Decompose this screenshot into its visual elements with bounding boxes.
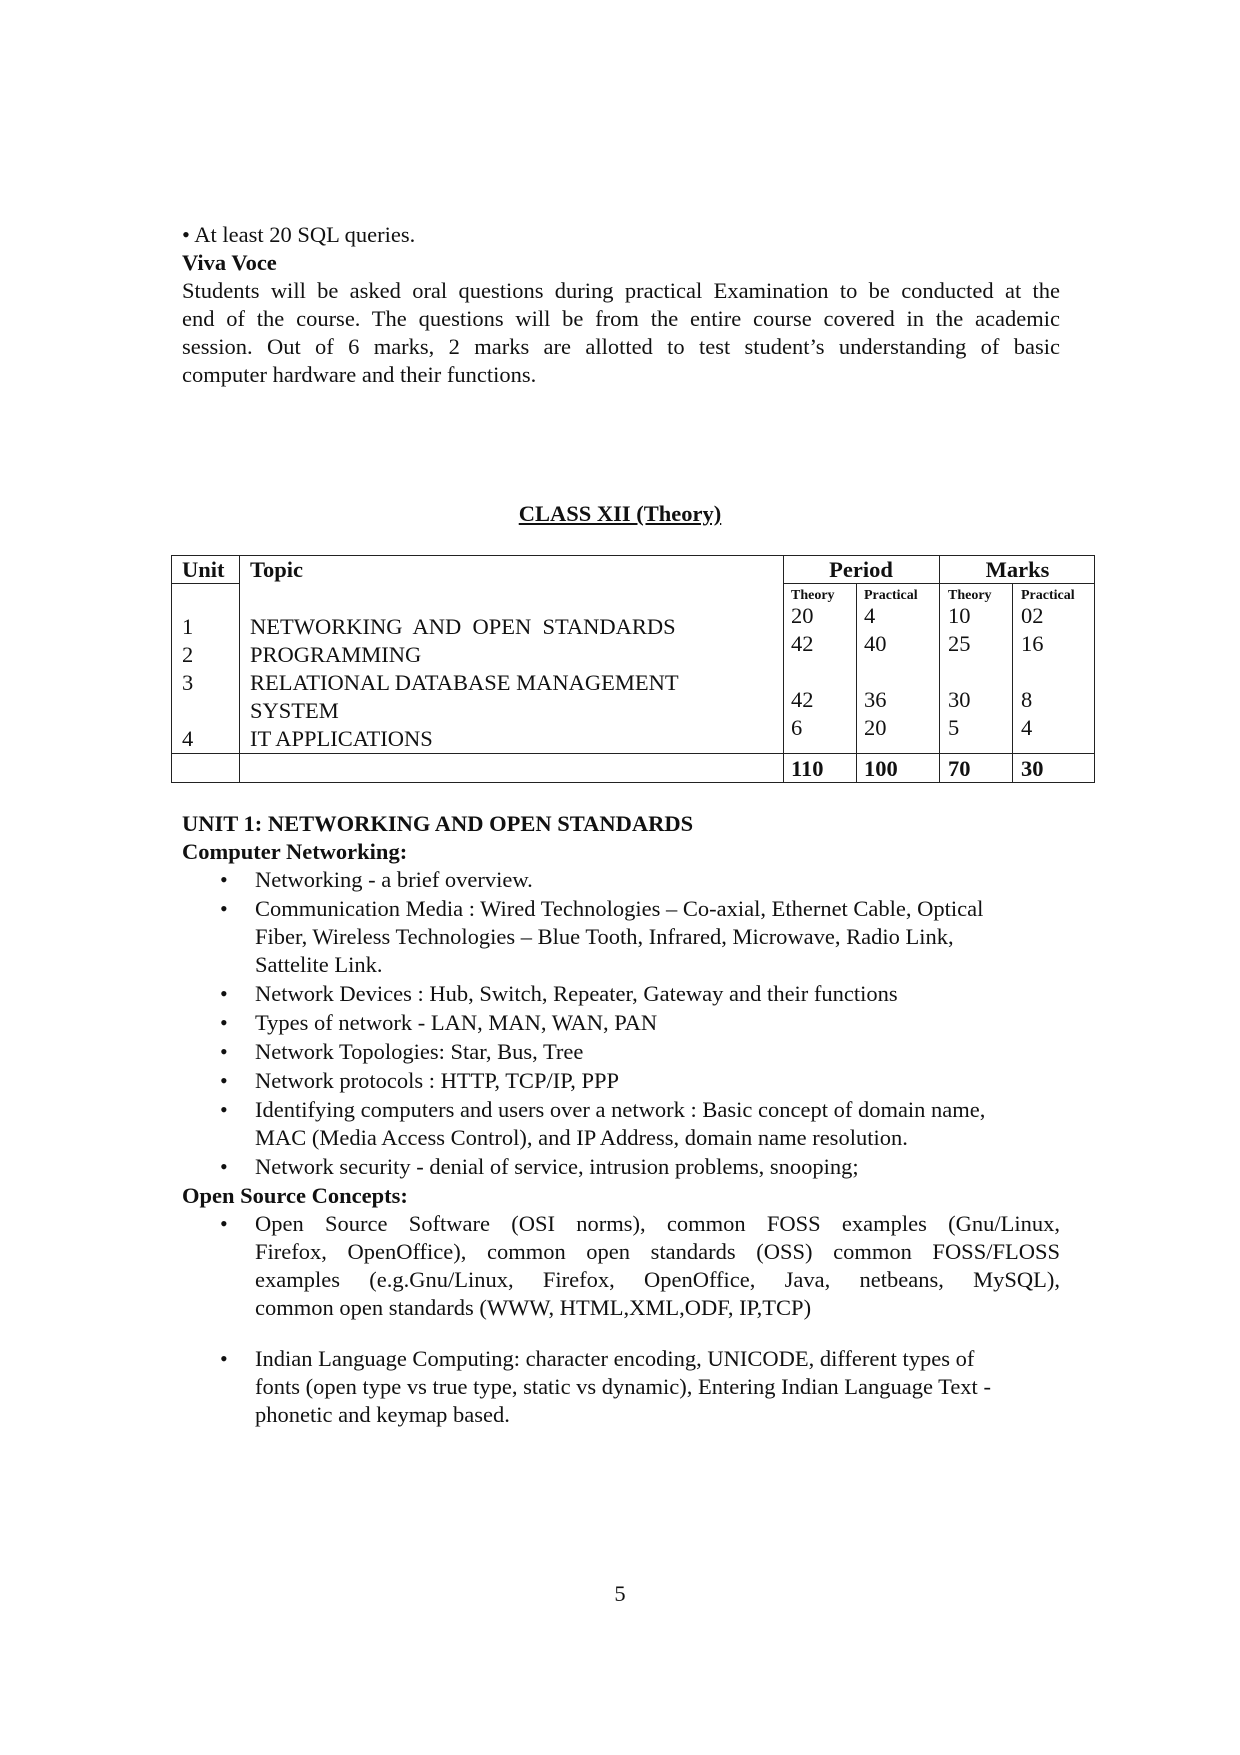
row-2-period-theory: 42	[791, 631, 814, 656]
networking-item	[182, 895, 1060, 979]
row-1-topic: NETWORKING AND OPEN STANDARDS	[250, 614, 676, 639]
subheader-period-practical: Practical	[864, 588, 918, 603]
open-source-item-line: phonetic and keymap based.	[255, 1402, 510, 1427]
open-source-item	[182, 1345, 1060, 1429]
row-4-topic: IT APPLICATIONS	[250, 726, 433, 751]
subheader-marks-theory: Theory	[948, 588, 992, 603]
networking-item	[182, 980, 1060, 1008]
row-2-marks-theory: 25	[948, 631, 971, 656]
row-2-unit: 2	[182, 642, 194, 667]
networking-item-line: Network Devices : Hub, Switch, Repeater, Gateway and their functions	[255, 981, 898, 1006]
row-3-marks-theory: 30	[948, 687, 971, 712]
header-topic: Topic	[250, 557, 303, 582]
row-2-period-practical: 40	[864, 631, 887, 656]
syllabus-table	[171, 555, 1095, 783]
bullet-icon: •	[220, 1154, 228, 1179]
row-1-period-practical: 4	[864, 603, 876, 628]
table-divider	[939, 556, 940, 782]
row-3-period-theory: 42	[791, 687, 814, 712]
bullet-icon: •	[220, 1068, 228, 1093]
header-period: Period	[829, 557, 893, 582]
row-4-marks-theory: 5	[948, 715, 960, 740]
viva-voce-line-1: Students will be asked oral questions during practical Examination to be conducted at the	[182, 278, 1060, 303]
row-3-period-practical: 36	[864, 687, 887, 712]
row-4-unit: 4	[182, 726, 194, 751]
row-1-marks-theory: 10	[948, 603, 971, 628]
viva-voce-line-3: session. Out of 6 marks, 2 marks are allotted to test student’s understanding of basic	[182, 334, 1060, 359]
viva-voce-line-2: end of the course. The questions will be from the entire course covered in the academic	[182, 306, 1060, 331]
bullet-icon: •	[220, 1346, 228, 1371]
class-xii-title: CLASS XII (Theory)	[518, 501, 722, 526]
networking-item	[182, 1009, 1060, 1037]
open-source-item-line: examples (e.g.Gnu/Linux, Firefox, OpenOffice, Java, netbeans, MySQL),	[255, 1267, 1060, 1292]
bullet-icon: •	[220, 1097, 228, 1122]
networking-item-line: Networking - a brief overview.	[255, 867, 533, 892]
unit-1-heading: UNIT 1: NETWORKING AND OPEN STANDARDS	[182, 811, 694, 836]
open-source-item-line: Indian Language Computing: character encoding, UNICODE, different types of	[255, 1346, 975, 1371]
bullet-icon: •	[220, 1010, 228, 1035]
row-1-unit: 1	[182, 614, 194, 639]
networking-item-line: MAC (Media Access Control), and IP Address, domain name resolution.	[255, 1125, 908, 1150]
networking-item-line: Network protocols : HTTP, TCP/IP, PPP	[255, 1068, 620, 1093]
total-period-theory: 110	[791, 756, 824, 781]
open-source-item-line: fonts (open type vs true type, static vs dynamic), Entering Indian Language Text -	[255, 1374, 991, 1399]
networking-item	[182, 1067, 1060, 1095]
row-4-marks-practical: 4	[1021, 715, 1033, 740]
networking-item	[182, 1153, 1060, 1181]
row-4-period-theory: 6	[791, 715, 803, 740]
bullet-icon: •	[220, 1211, 228, 1236]
open-source-item-line: Firefox, OpenOffice), common open standards (OSS) common FOSS/FLOSS	[255, 1239, 1060, 1264]
row-1-period-theory: 20	[791, 603, 814, 628]
table-divider	[172, 753, 1094, 754]
networking-item-line: Network security - denial of service, intrusion problems, snooping;	[255, 1154, 859, 1179]
row-2-marks-practical: 16	[1021, 631, 1044, 656]
table-divider	[239, 556, 240, 782]
unit-1-section	[182, 810, 1060, 1430]
networking-item-line: Sattelite Link.	[255, 952, 383, 977]
open-source-list	[182, 1210, 1060, 1429]
networking-item	[182, 1038, 1060, 1066]
networking-item-line: Fiber, Wireless Technologies – Blue Tooth, Infrared, Microwave, Radio Link,	[255, 924, 954, 949]
row-3-unit: 3	[182, 670, 194, 695]
header-marks: Marks	[985, 557, 1050, 582]
viva-voce-heading: Viva Voce	[182, 250, 277, 275]
row-3-topic: RELATIONAL DATABASE MANAGEMENT	[250, 670, 679, 695]
networking-item	[182, 1096, 1060, 1152]
total-period-practical: 100	[864, 756, 898, 781]
computer-networking-heading: Computer Networking:	[182, 839, 408, 864]
bullet-icon: •	[220, 867, 228, 892]
networking-list	[182, 866, 1060, 1181]
subheader-marks-practical: Practical	[1021, 588, 1075, 603]
open-source-heading: Open Source Concepts:	[182, 1183, 408, 1208]
networking-item-line: Identifying computers and users over a network : Basic concept of domain name,	[255, 1097, 986, 1122]
table-divider	[783, 556, 784, 782]
viva-voce-line-4: computer hardware and their functions.	[182, 362, 537, 387]
row-4-period-practical: 20	[864, 715, 887, 740]
sql-queries-item: • At least 20 SQL queries.	[182, 222, 416, 247]
row-1-marks-practical: 02	[1021, 603, 1044, 628]
subheader-period-theory: Theory	[791, 588, 835, 603]
row-3-topic-cont: SYSTEM	[250, 698, 339, 723]
total-marks-practical: 30	[1021, 756, 1044, 781]
row-2-topic: PROGRAMMING	[250, 642, 422, 667]
networking-item	[182, 866, 1060, 894]
open-source-item-line: Open Source Software (OSI norms), common FOSS examples (Gnu/Linux,	[255, 1211, 1060, 1236]
open-source-item	[182, 1210, 1060, 1322]
open-source-item-line: common open standards (WWW, HTML,XML,ODF, IP,TCP)	[255, 1295, 812, 1320]
networking-item-line: Network Topologies: Star, Bus, Tree	[255, 1039, 584, 1064]
networking-item-line: Types of network - LAN, MAN, WAN, PAN	[255, 1010, 658, 1035]
bullet-icon: •	[220, 1039, 228, 1064]
networking-item-line: Communication Media : Wired Technologies – Co-axial, Ethernet Cable, Optical	[255, 896, 984, 921]
total-marks-theory: 70	[948, 756, 971, 781]
bullet-icon: •	[220, 981, 228, 1006]
bullet-icon: •	[220, 896, 228, 921]
row-3-marks-practical: 8	[1021, 687, 1033, 712]
header-unit: Unit	[182, 557, 225, 582]
page-number: 5	[614, 1581, 626, 1606]
